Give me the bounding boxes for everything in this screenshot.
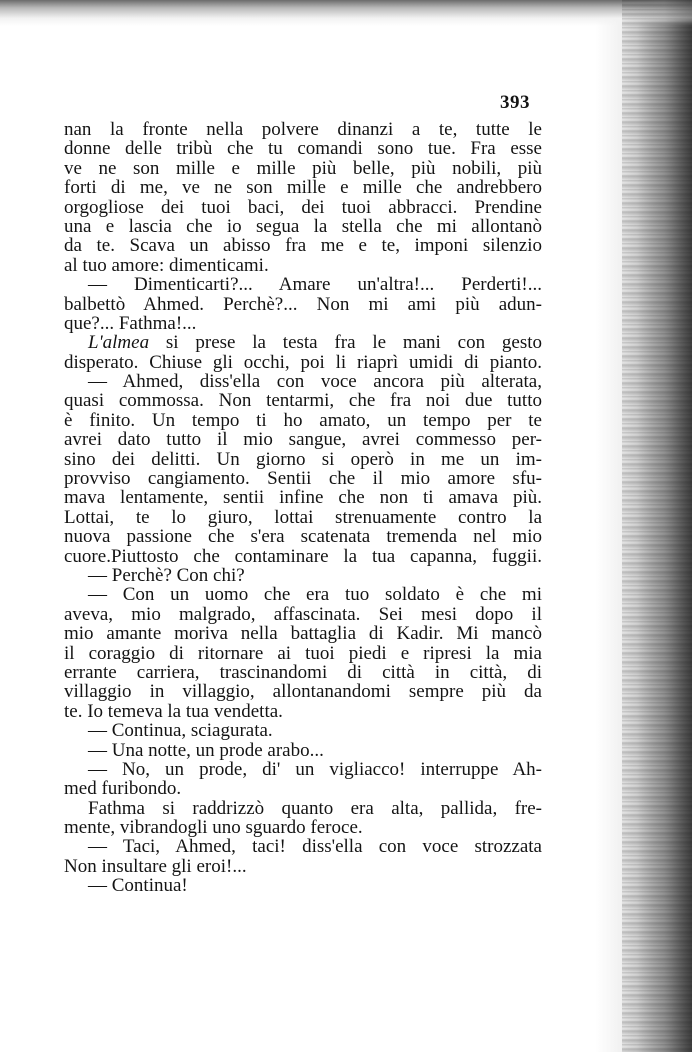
text-line: nan la fronte nella polvere dinanzi a te, tutte le — [64, 119, 542, 140]
text-line: — Continua! — [88, 875, 188, 897]
text-line: donne delle tribù che tu comandi sono tue. Fra esse — [64, 138, 542, 160]
text-line: aveva, mio malgrado, affascinata. Sei mesi dopo il — [64, 603, 542, 625]
text-line: provviso cangiamento. Sentii che il mio amore sfu- — [64, 468, 542, 490]
text-line: sino dei delitti. Un giorno si operò in me un im- — [64, 448, 542, 470]
text-line: avrei dato tutto il mio sangue, avrei commesso per- — [64, 429, 542, 451]
text-line-rest: si prese la testa fra le mani con gesto — [165, 332, 542, 354]
text-line — [64, 333, 542, 352]
text-line: al tuo amore: dimenticami. — [64, 254, 269, 276]
text-line: errante carriera, trascinandomi di città in città, di — [64, 661, 542, 683]
text-line: — Con un uomo che era tuo soldato è che mi — [88, 584, 542, 606]
text-line: ve ne son mille e mille più belle, più nobili, più — [64, 157, 542, 179]
page-top-shadow — [0, 0, 692, 26]
text-line: mente, vibrandogli uno sguardo feroce. — [64, 817, 363, 839]
body-text — [64, 120, 542, 896]
text-line: da te. Scava un abisso fra me e te, imponi silenzio — [64, 235, 542, 257]
page-number: 393 — [500, 92, 530, 113]
text-line: il coraggio di ritornare ai tuoi piedi e ripresi la mia — [64, 642, 542, 664]
text-line: è finito. Un tempo ti ho amato, un tempo per te — [64, 409, 542, 431]
text-line: — Perchè? Con chi? — [88, 564, 245, 586]
italic-word: L'almea — [88, 332, 150, 354]
text-line: te. Io temeva la tua vendetta. — [64, 700, 283, 722]
text-line: balbettò Ahmed. Perchè?... Non mi ami più adun- — [64, 293, 542, 315]
text-line: Lottai, te lo giuro, lottai strenuamente contro la — [64, 506, 542, 528]
text-line: — Una notte, un prode arabo... — [88, 739, 324, 761]
text-line: — No, un prode, di' un vigliacco! interruppe Ah- — [88, 758, 542, 780]
text-line: mio amante moriva nella battaglia di Kadir. Mi mancò — [64, 623, 542, 645]
text-line: nuova passione che s'era scatenata tremenda nel mio — [64, 526, 542, 548]
text-line: orgogliose dei tuoi baci, dei tuoi abbracci. Prendine — [64, 196, 542, 218]
text-line: forti di me, ve ne son mille e mille che andrebbero — [64, 177, 542, 199]
text-line: — Ahmed, diss'ella con voce ancora più alterata, — [88, 371, 542, 393]
text-line: cuore.Piuttosto che contaminare la tua capanna, fuggii. — [64, 545, 542, 567]
text-line: med furibondo. — [64, 778, 182, 800]
text-line: — Taci, Ahmed, taci! diss'ella con voce strozzata — [88, 836, 542, 858]
text-line: mava lentamente, sentii infine che non ti amava più. — [64, 487, 542, 509]
text-line: que?... Fathma!... — [64, 312, 197, 334]
text-line: villaggio in villaggio, allontanandomi sempre più da — [64, 681, 542, 703]
text-line: Fathma si raddrizzò quanto era alta, pallida, fre- — [88, 797, 542, 819]
text-line: disperato. Chiuse gli occhi, poi li riaprì umidi di pianto. — [64, 351, 542, 373]
page-binding-edge — [622, 0, 692, 1052]
text-line: — Continua, sciagurata. — [88, 720, 273, 742]
text-line: una e lascia che io segua la stella che mi allontanò — [64, 215, 542, 237]
text-line: quasi commossa. Non tentarmi, che fra noi due tutto — [64, 390, 542, 412]
text-line: — Dimenticarti?... Amare un'altra!... Perderti!... — [88, 274, 542, 296]
text-line: Non insultare gli eroi!... — [64, 855, 247, 877]
